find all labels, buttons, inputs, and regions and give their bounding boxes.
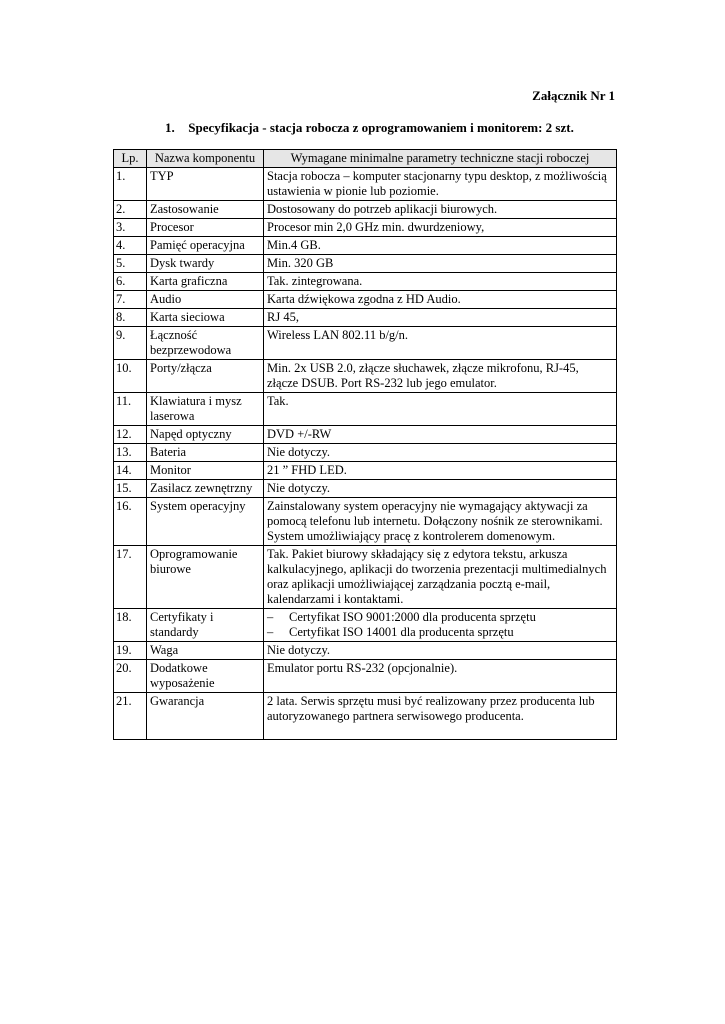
section-number: 1. — [165, 120, 175, 135]
component-spec: Wireless LAN 802.11 b/g/n. — [264, 327, 617, 360]
component-name: Gwarancja — [147, 693, 264, 740]
row-number: 4. — [114, 237, 147, 255]
row-number: 20. — [114, 660, 147, 693]
certificate-item — [267, 625, 613, 640]
table-row — [114, 426, 617, 444]
component-spec — [264, 609, 617, 642]
table-row — [114, 444, 617, 462]
specification-table — [113, 149, 617, 740]
section-title: Specyfikacja - stacja robocza z oprogramowaniem i monitorem: 2 szt. — [188, 120, 574, 135]
component-spec: RJ 45, — [264, 309, 617, 327]
row-number: 5. — [114, 255, 147, 273]
row-number: 7. — [114, 291, 147, 309]
component-spec: Tak. Pakiet biurowy składający się z edytora tekstu, arkusza kalkulacyjnego, aplikacji do tworzenia prezentacji multimedialnych oraz aplikacji umożliwiającej zarządzania pocztą e-mail, kalendarzami i kontaktami. — [264, 546, 617, 609]
component-name: Monitor — [147, 462, 264, 480]
row-number: 6. — [114, 273, 147, 291]
component-spec: Tak. zintegrowana. — [264, 273, 617, 291]
component-name: Waga — [147, 642, 264, 660]
row-number: 15. — [114, 480, 147, 498]
component-spec: Zainstalowany system operacyjny nie wymagający aktywacji za pomocą telefonu lub internetu. Dołączony nośnik ze sterownikami. System umożliwiający pracę z kontrolerem domenowym. — [264, 498, 617, 546]
table-row — [114, 168, 617, 201]
component-spec: Karta dźwiękowa zgodna z HD Audio. — [264, 291, 617, 309]
section-heading — [165, 120, 574, 136]
certificate-text: Certyfikat ISO 14001 dla producenta sprzętu — [289, 625, 514, 639]
component-name: Procesor — [147, 219, 264, 237]
component-name: Dodatkowe wyposażenie — [147, 660, 264, 693]
row-number: 2. — [114, 201, 147, 219]
component-name: Oprogramowanie biurowe — [147, 546, 264, 609]
row-number: 9. — [114, 327, 147, 360]
table-row — [114, 219, 617, 237]
component-spec: Nie dotyczy. — [264, 642, 617, 660]
component-name: Certyfikaty i standardy — [147, 609, 264, 642]
table-row — [114, 327, 617, 360]
table-row — [114, 642, 617, 660]
table-row — [114, 462, 617, 480]
row-number: 11. — [114, 393, 147, 426]
attachment-label: Załącznik Nr 1 — [532, 88, 615, 103]
component-spec: Min.4 GB. — [264, 237, 617, 255]
bullet-dash: – — [267, 625, 274, 639]
table-row — [114, 201, 617, 219]
component-name: System operacyjny — [147, 498, 264, 546]
table-row — [114, 291, 617, 309]
component-name: Karta sieciowa — [147, 309, 264, 327]
component-spec: 2 lata. Serwis sprzętu musi być realizowany przez producenta lub autoryzowanego partnera serwisowego producenta. — [264, 693, 617, 740]
row-number: 13. — [114, 444, 147, 462]
header-parameters: Wymagane minimalne parametry techniczne stacji roboczej — [264, 150, 617, 168]
table-row — [114, 273, 617, 291]
table-row — [114, 255, 617, 273]
component-name: Zasilacz zewnętrzny — [147, 480, 264, 498]
table-header-row — [114, 150, 617, 168]
component-spec: Stacja robocza – komputer stacjonarny typu desktop, z możliwością ustawienia w pionie lub poziomie. — [264, 168, 617, 201]
header-lp: Lp. — [114, 150, 147, 168]
certificate-item — [267, 610, 613, 625]
component-name: Porty/złącza — [147, 360, 264, 393]
table-row — [114, 609, 617, 642]
row-number: 3. — [114, 219, 147, 237]
row-number: 12. — [114, 426, 147, 444]
table-row — [114, 660, 617, 693]
component-name: TYP — [147, 168, 264, 201]
component-name: Klawiatura i mysz laserowa — [147, 393, 264, 426]
component-spec: Emulator portu RS-232 (opcjonalnie). — [264, 660, 617, 693]
row-number: 10. — [114, 360, 147, 393]
component-name: Audio — [147, 291, 264, 309]
component-spec: Tak. — [264, 393, 617, 426]
row-number: 1. — [114, 168, 147, 201]
component-name: Zastosowanie — [147, 201, 264, 219]
table-row — [114, 546, 617, 609]
table-row — [114, 309, 617, 327]
component-name: Bateria — [147, 444, 264, 462]
component-spec: DVD +/-RW — [264, 426, 617, 444]
row-number: 18. — [114, 609, 147, 642]
component-spec: Dostosowany do potrzeb aplikacji biurowych. — [264, 201, 617, 219]
table-row — [114, 498, 617, 546]
row-number: 14. — [114, 462, 147, 480]
component-name: Napęd optyczny — [147, 426, 264, 444]
table-row — [114, 693, 617, 740]
row-number: 19. — [114, 642, 147, 660]
component-spec: Procesor min 2,0 GHz min. dwurdzeniowy, — [264, 219, 617, 237]
component-spec: Nie dotyczy. — [264, 480, 617, 498]
component-spec: 21 ” FHD LED. — [264, 462, 617, 480]
row-number: 16. — [114, 498, 147, 546]
component-name: Dysk twardy — [147, 255, 264, 273]
row-number: 21. — [114, 693, 147, 740]
component-name: Łączność bezprzewodowa — [147, 327, 264, 360]
component-name: Pamięć operacyjna — [147, 237, 264, 255]
bullet-dash: – — [267, 610, 274, 624]
table-row — [114, 393, 617, 426]
table-row — [114, 480, 617, 498]
header-component-name: Nazwa komponentu — [147, 150, 264, 168]
table-row — [114, 360, 617, 393]
certificate-text: Certyfikat ISO 9001:2000 dla producenta sprzętu — [289, 610, 536, 624]
component-name: Karta graficzna — [147, 273, 264, 291]
table-row — [114, 237, 617, 255]
component-spec: Min. 2x USB 2.0, złącze słuchawek, złącze mikrofonu, RJ-45, złącze DSUB. Port RS-232 lub jego emulator. — [264, 360, 617, 393]
row-number: 8. — [114, 309, 147, 327]
component-spec: Nie dotyczy. — [264, 444, 617, 462]
row-number: 17. — [114, 546, 147, 609]
component-spec: Min. 320 GB — [264, 255, 617, 273]
